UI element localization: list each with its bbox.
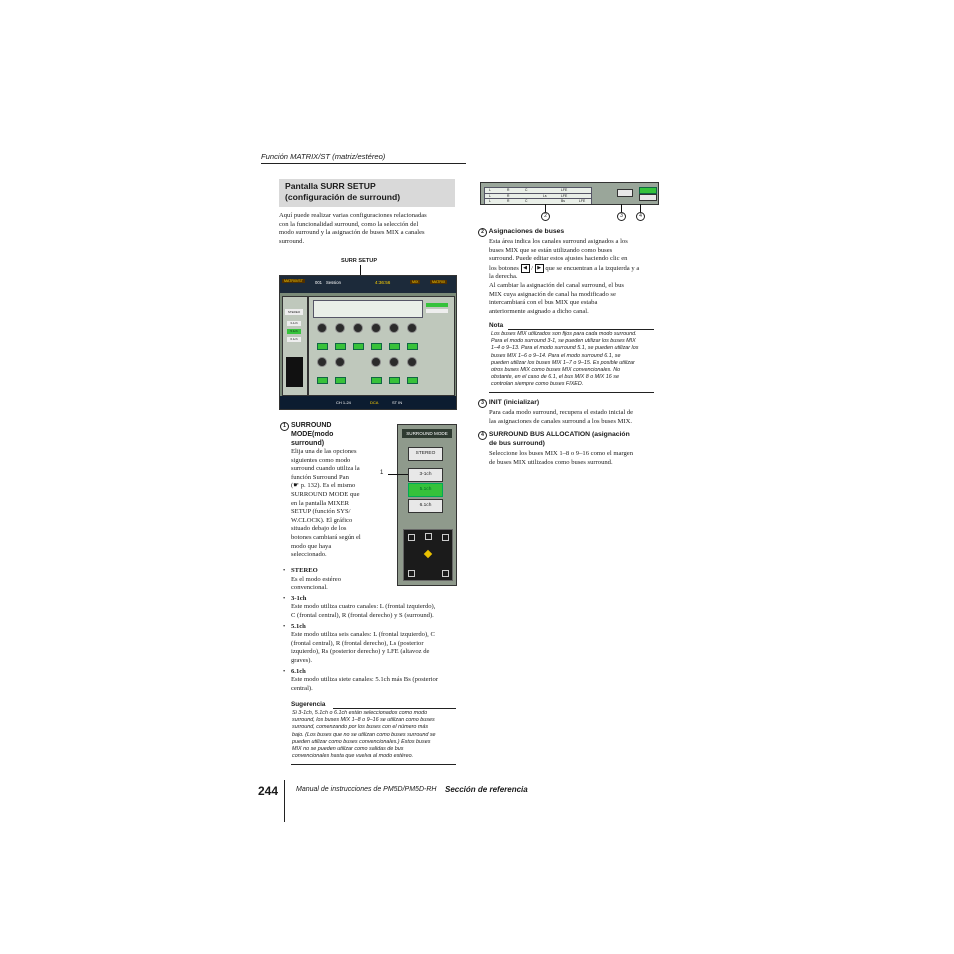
speaker-c-icon [425, 533, 432, 540]
screen-on-button[interactable] [389, 377, 400, 384]
item1-description: Elija una de las opciones siguientes como modo surround cuando utiliza la función Surround Pan (☛ p. 132). Es el mismo SURROUND MODE que en la pantalla MIXER SETUP (función SYS/ W.CLOCK). El gráfico situado debajo de los botones cambiará según el modo que haya seleccionado. [291, 448, 361, 559]
item4-title-line2: de bus surround) [489, 440, 545, 447]
screen-knob[interactable] [407, 323, 417, 333]
left-arrow-button-icon: ◀ [521, 264, 530, 273]
callout-line-4 [640, 204, 641, 212]
strip-row-3-1ch[interactable]: L R C LFE [484, 187, 592, 194]
screen-knob[interactable] [371, 357, 381, 367]
strip-row-5-1ch[interactable]: L R Ls LFE [484, 193, 592, 200]
screen-on-button[interactable] [335, 377, 346, 384]
item1-heading [280, 421, 334, 447]
screen-knob[interactable] [335, 357, 345, 367]
pan-position-marker [424, 550, 432, 558]
screen-ch-1-24[interactable]: CH 1-24 [336, 400, 351, 405]
right-arrow-button-icon: ▶ [535, 264, 544, 273]
bus-assign-strip [480, 182, 659, 205]
scene-time: 4:36:56 [375, 280, 391, 285]
screen-5-1ch-button[interactable]: 5.1ch [287, 329, 301, 334]
item3-title: INIT (inicializar) [488, 399, 540, 406]
slash-separator: / [531, 264, 534, 272]
screenshot-caption: SURR SETUP [341, 258, 378, 264]
item2-buttons-line: los botones ◀ / ▶ que se encuentran a la izquierda y a [489, 264, 640, 272]
surround-mode-callout: 1 [380, 470, 384, 476]
mix-indicator: MIX [412, 280, 419, 284]
bullet: • [283, 622, 286, 630]
note-rule-top [508, 329, 654, 330]
screen-knob[interactable] [317, 323, 327, 333]
footer-vertical-rule [284, 780, 285, 822]
screen-bus-allocation-1-8[interactable] [426, 303, 448, 307]
screen-on-button[interactable] [335, 343, 346, 350]
screen-knob[interactable] [389, 323, 399, 333]
screen-on-button[interactable] [389, 343, 400, 350]
callout-line-2 [545, 204, 546, 212]
section-title-line1: Pantalla SURR SETUP [285, 181, 376, 191]
item4-description: Seleccione los buses MIX 1–8 o 9–16 como el margen de buses MIX utilizados como buses surround. [489, 450, 633, 466]
option-stereo: • STEREO Es el modo estéreo convencional. [283, 567, 341, 592]
item3-number: 3 [478, 399, 487, 408]
bullet: • [283, 567, 286, 574]
callout-3: 3 [617, 212, 626, 221]
screen-st-in[interactable]: ST IN [392, 400, 403, 405]
option-5-1ch: • 5.1ch Este modo utiliza seis canales: L (frontal izquierdo), C (frontal central), R (frontal derecho), Ls (posterior izquierdo), Rs (posterior derecho) y LFE (altavoz de graves). [283, 622, 435, 664]
screen-on-button[interactable] [317, 377, 328, 384]
screen-bottom-bar [280, 396, 456, 409]
screen-6-1ch-button[interactable]: 6.1ch [287, 337, 301, 342]
intro-paragraph: Aquí puede realizar varias configuraciones relacionadas con la funcionalidad surround, como la selección del modo surround y la asignación de buses MIX a canales surround. [279, 212, 427, 245]
screen-knob[interactable] [335, 323, 345, 333]
header-rule [261, 163, 466, 164]
screen-on-button[interactable] [317, 343, 328, 350]
6-1ch-button[interactable]: 6.1ch [408, 499, 443, 513]
screen-knob[interactable] [371, 323, 381, 333]
page-number: 244 [258, 784, 279, 798]
note-text: Los buses MIX utilizados son fijos para cada modo surround. Para el modo surround 3-1, se pueden utilizar los buses MIX 1–4 o 9–13. Para el modo surround 5.1, se pueden utilizar los buses MIX 1–6 o 9–14. Para el modo surround 6.1, se pueden utilizar los buses MIX 1–7 o 9–15. Es posible utilizar otros buses MIX como buses MIX convencionales. No obstante, en el caso de 6.1, el bus MIX 8 o MIX 16 se controlan siempre como buses FIXED. [491, 331, 639, 388]
screen-on-button[interactable] [353, 343, 364, 350]
scene-number: 001 [315, 280, 322, 285]
screen-knob[interactable] [353, 323, 363, 333]
item2-title: Asignaciones de buses [488, 228, 565, 235]
item2-number: 2 [478, 228, 487, 237]
callout-line-3 [621, 204, 622, 212]
item1-number: 1 [280, 422, 289, 431]
item3-description: Para cada modo surround, recupera el estado inicial de las asignaciones de canales surround a los buses MIX. [489, 409, 634, 425]
screen-top-bar [280, 276, 456, 293]
screen-knob[interactable] [317, 357, 327, 367]
item4-number: 4 [478, 431, 487, 440]
screen-knob[interactable] [407, 357, 417, 367]
bullet: • [283, 667, 286, 675]
surround-mode-title: SURROUND MODE [402, 429, 452, 438]
note-rule-bottom [489, 392, 654, 393]
screen-bus-allocation-9-16[interactable] [426, 309, 448, 313]
screen-knob[interactable] [389, 357, 399, 367]
item2-description: Esta área indica los canales surround asignados a los buses MIX que se están utilizando como buses surround. Puede editar estos ajustes haciendo clic en los botones ◀ / ▶ que se encuentran a la izquierda y a la derecha. Al cambiar la asignación del canal surround, el bus MIX cuya asignación de canal ha modificado se intercambiará con el bus MIX que estaba anteriormente asignado a dicho canal. [489, 238, 657, 316]
callout-2: 2 [541, 212, 550, 221]
option-6-1ch: • 6.1ch Este modo utiliza siete canales: 5.1ch más Bs (posterior central). [283, 667, 439, 692]
screen-3-1ch-button[interactable]: 3-1ch [287, 321, 301, 326]
item3-heading [478, 399, 539, 408]
stereo-button[interactable]: STEREO [408, 447, 443, 461]
footer-section-title: Sección de referencia [445, 785, 528, 794]
screen-dca[interactable]: DCA [370, 400, 379, 405]
bullet: • [283, 594, 286, 602]
item4-heading [478, 431, 630, 449]
option-3-1ch: • 3-1ch Este modo utiliza cuatro canales: L (frontal izquierdo), C (frontal central), R (frontal derecho) y S (surround). [283, 594, 436, 619]
item1-title: SURROUND MODE(modo surround) [291, 422, 334, 447]
5-1ch-button[interactable]: 5.1ch [408, 483, 443, 497]
tip-rule-top [333, 708, 456, 709]
screen-bus-assign-table[interactable] [313, 300, 423, 318]
mode-options-list [283, 567, 461, 693]
screen-on-button[interactable] [371, 343, 382, 350]
note-heading: Nota [489, 322, 504, 329]
speaker-l-icon [408, 534, 415, 541]
screen-function-tab: MATRIX/ST [284, 279, 303, 283]
item4-title-line1: SURROUND BUS ALLOCATION (asignación [488, 431, 630, 438]
surr-setup-screenshot [279, 275, 457, 410]
screen-on-button[interactable] [371, 377, 382, 384]
tip-heading: Sugerencia [291, 701, 326, 708]
matrix-indicator: MATRIX [432, 280, 446, 284]
bus-allocation-1-8-button[interactable] [639, 187, 657, 194]
footer-manual-title: Manual de instrucciones de PM5D/PM5D-RH [296, 786, 437, 793]
surround-mode-callout-line [388, 474, 408, 475]
3-1ch-button[interactable]: 3-1ch [408, 468, 443, 482]
tip-rule-bottom [291, 764, 456, 765]
running-header: Función MATRIX/ST (matriz/estéreo) [261, 152, 386, 161]
item2-heading [478, 228, 564, 237]
bus-allocation-9-16-button[interactable] [639, 194, 657, 201]
screen-channel-area [308, 296, 455, 396]
strip-row-6-1ch[interactable]: L R C Bs LFE [484, 198, 592, 205]
tip-text: Si 3-1ch, 5.1ch o 6.1ch están seleccionados como modo surround, los buses MIX 1–8 o 9–16 se utilizan como buses surround, comenzando por los buses con el número más bajo. (Los buses que no se utilizan como buses surround se pueden utilizar como buses convencionales.) Estos buses MIX no se pueden utilizar como salidas de bus convencionales hasta que vuelva al modo estéreo. [292, 710, 436, 760]
section-title-line2: (configuración de surround) [285, 192, 401, 202]
screen-mode-panel [282, 296, 308, 396]
screen-surround-graphic [286, 357, 303, 387]
scene-name: Session [326, 280, 341, 285]
init-button[interactable] [617, 189, 633, 197]
surround-mode-panel [397, 424, 457, 586]
speaker-r-icon [442, 534, 449, 541]
screen-on-button[interactable] [407, 343, 418, 350]
section-title [285, 181, 400, 203]
screen-on-button[interactable] [407, 377, 418, 384]
callout-4: 4 [636, 212, 645, 221]
screen-stereo-button[interactable]: STEREO [285, 309, 303, 315]
